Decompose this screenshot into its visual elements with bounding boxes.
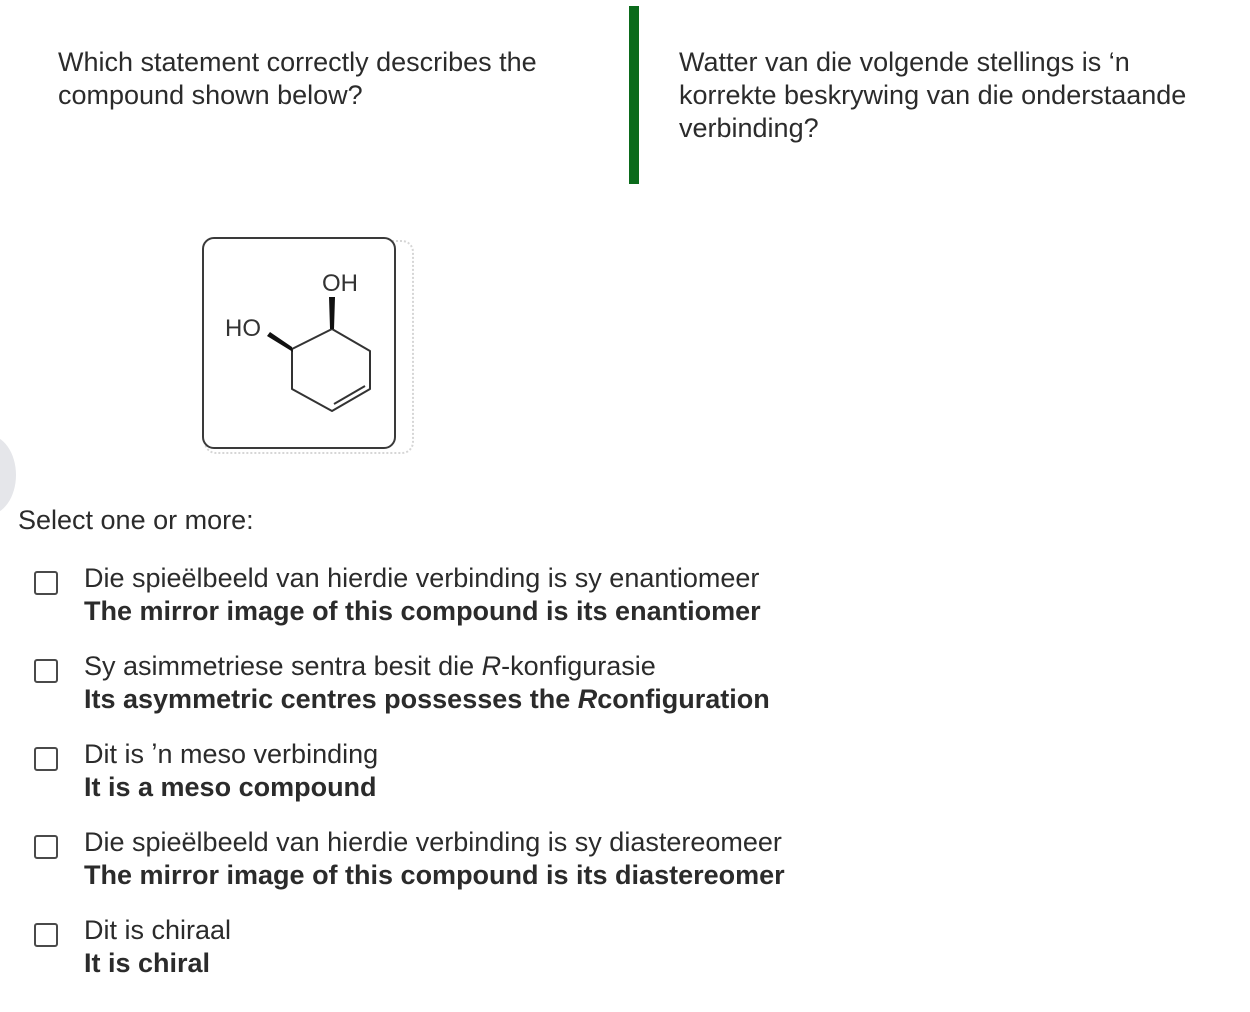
option-checkbox[interactable] [34, 659, 58, 683]
text-run: Die spieëlbeeld van hierdie verbinding is sy enantiomeer [84, 563, 760, 593]
ring-bonds [292, 329, 370, 411]
wedge-bond-ho [267, 332, 293, 352]
text-run: Die spieëlbeeld van hierdie verbinding is sy diastereomeer [84, 827, 782, 857]
answer-option-3[interactable] [34, 738, 934, 804]
option-label-english [84, 595, 761, 628]
label-ho: HO [225, 315, 261, 342]
option-checkbox[interactable] [34, 747, 58, 771]
text-run: R [481, 651, 502, 681]
text-run: It is a meso compound [84, 772, 377, 802]
answer-option-5[interactable] [34, 914, 934, 980]
option-text [84, 650, 770, 716]
language-divider [629, 6, 639, 184]
answer-option-4[interactable] [34, 826, 934, 892]
option-label-afrikaans [84, 914, 231, 947]
option-checkbox[interactable] [34, 571, 58, 595]
option-text [84, 914, 231, 980]
answer-options [34, 562, 934, 1002]
text-run: The mirror image of this compound is its enantiomer [84, 596, 761, 626]
option-text [84, 826, 785, 892]
text-run: The mirror image of this compound is its diastereomer [84, 860, 785, 890]
option-label-afrikaans [84, 738, 378, 771]
text-run: Dit is ʼn meso verbinding [84, 739, 379, 769]
answer-option-2[interactable] [34, 650, 934, 716]
structure-card [202, 237, 396, 449]
option-label-afrikaans [84, 826, 785, 859]
cyclohexene-diol-drawing [204, 239, 394, 447]
question-text-english: Which statement correctly describes the compound shown below? [58, 47, 537, 110]
option-label-english [84, 771, 378, 804]
wedge-bond-oh [329, 297, 335, 329]
option-checkbox[interactable] [34, 923, 58, 947]
text-run: -konfigurasie [501, 651, 656, 681]
label-oh: OH [322, 270, 358, 297]
option-text [84, 562, 761, 628]
option-label-afrikaans [84, 650, 770, 683]
compound-structure-figure [200, 236, 420, 458]
text-run: configuration [597, 684, 770, 714]
option-label-afrikaans [84, 562, 761, 595]
text-run: Its asymmetric centres possesses the [84, 684, 578, 714]
answer-option-1[interactable] [34, 562, 934, 628]
option-text [84, 738, 378, 804]
text-run: R [577, 684, 598, 714]
option-label-english [84, 859, 785, 892]
select-instruction: Select one or more: [18, 505, 254, 535]
option-label-english [84, 947, 231, 980]
option-label-english [84, 683, 770, 716]
left-edge-decoration [0, 435, 16, 515]
option-checkbox[interactable] [34, 835, 58, 859]
question-text-afrikaans: Watter van die volgende stellings is ‘n korrekte beskrywing van die onderstaande verbinding? [679, 47, 1187, 143]
text-run: It is chiral [84, 948, 211, 978]
text-run: Dit is chiraal [84, 915, 232, 945]
text-run: Sy asimmetriese sentra besit die [84, 651, 482, 681]
